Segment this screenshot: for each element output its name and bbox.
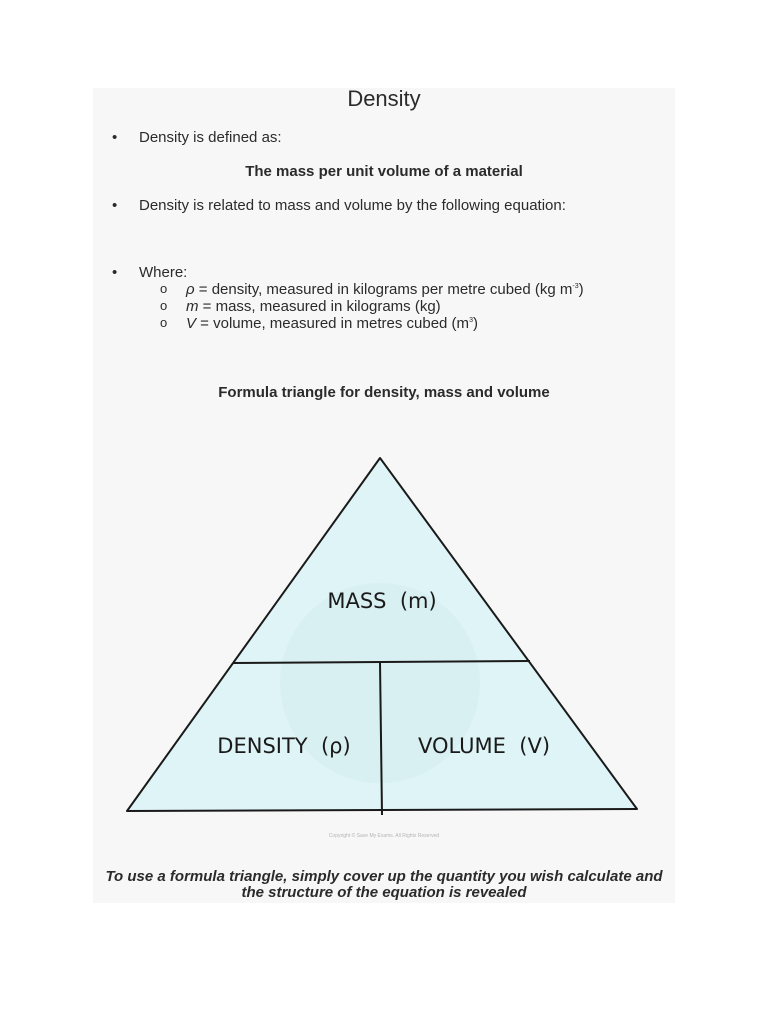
label-mass: MASS (m) — [327, 589, 437, 613]
sub-bullet-marker: o — [160, 281, 168, 296]
bullet-text: Where: — [139, 264, 188, 281]
definition-statement: The mass per unit volume of a material — [245, 163, 523, 180]
sub-bullet-marker: o — [160, 315, 168, 330]
sub-bullet-marker: o — [160, 298, 168, 313]
where-item-tail: ) — [472, 315, 478, 332]
unit-superscript: -3 — [572, 283, 579, 290]
footer-instruction: To use a formula triangle, simply cover up the quantity you wish calculate and the structure of the equation is revealed — [105, 868, 663, 901]
where-item-text — [186, 298, 441, 315]
figure-caption: Formula triangle for density, mass and volume — [218, 384, 550, 401]
where-item-desc: = mass, measured in kilograms (kg) — [198, 298, 441, 315]
symbol-v: V — [186, 315, 197, 332]
where-item-desc: = volume, measured in metres cubed (m — [196, 315, 470, 332]
symbol-m: m — [186, 298, 199, 315]
bullet-marker: • — [112, 129, 118, 146]
page-title: Density — [347, 86, 421, 111]
bullet-marker: • — [112, 197, 118, 214]
symbol-rho: ρ — [186, 281, 195, 298]
copyright-notice: Copyright © Save My Exams. All Rights Reserved — [328, 833, 440, 839]
label-density: DENSITY (ρ) — [217, 734, 351, 758]
where-item-text — [186, 315, 478, 332]
label-volume: VOLUME (V) — [417, 734, 551, 758]
formula-triangle — [110, 448, 650, 828]
bullet-text: Density is related to mass and volume by the following equation: — [139, 197, 566, 214]
bullet-text: Density is defined as: — [139, 129, 282, 146]
where-item-text — [186, 281, 584, 298]
where-item-desc: = density, measured in kilograms per metre cubed (kg m — [194, 281, 573, 298]
bullet-marker: • — [112, 264, 118, 281]
where-item-tail: ) — [578, 281, 584, 298]
unit-superscript: 3 — [469, 317, 473, 324]
